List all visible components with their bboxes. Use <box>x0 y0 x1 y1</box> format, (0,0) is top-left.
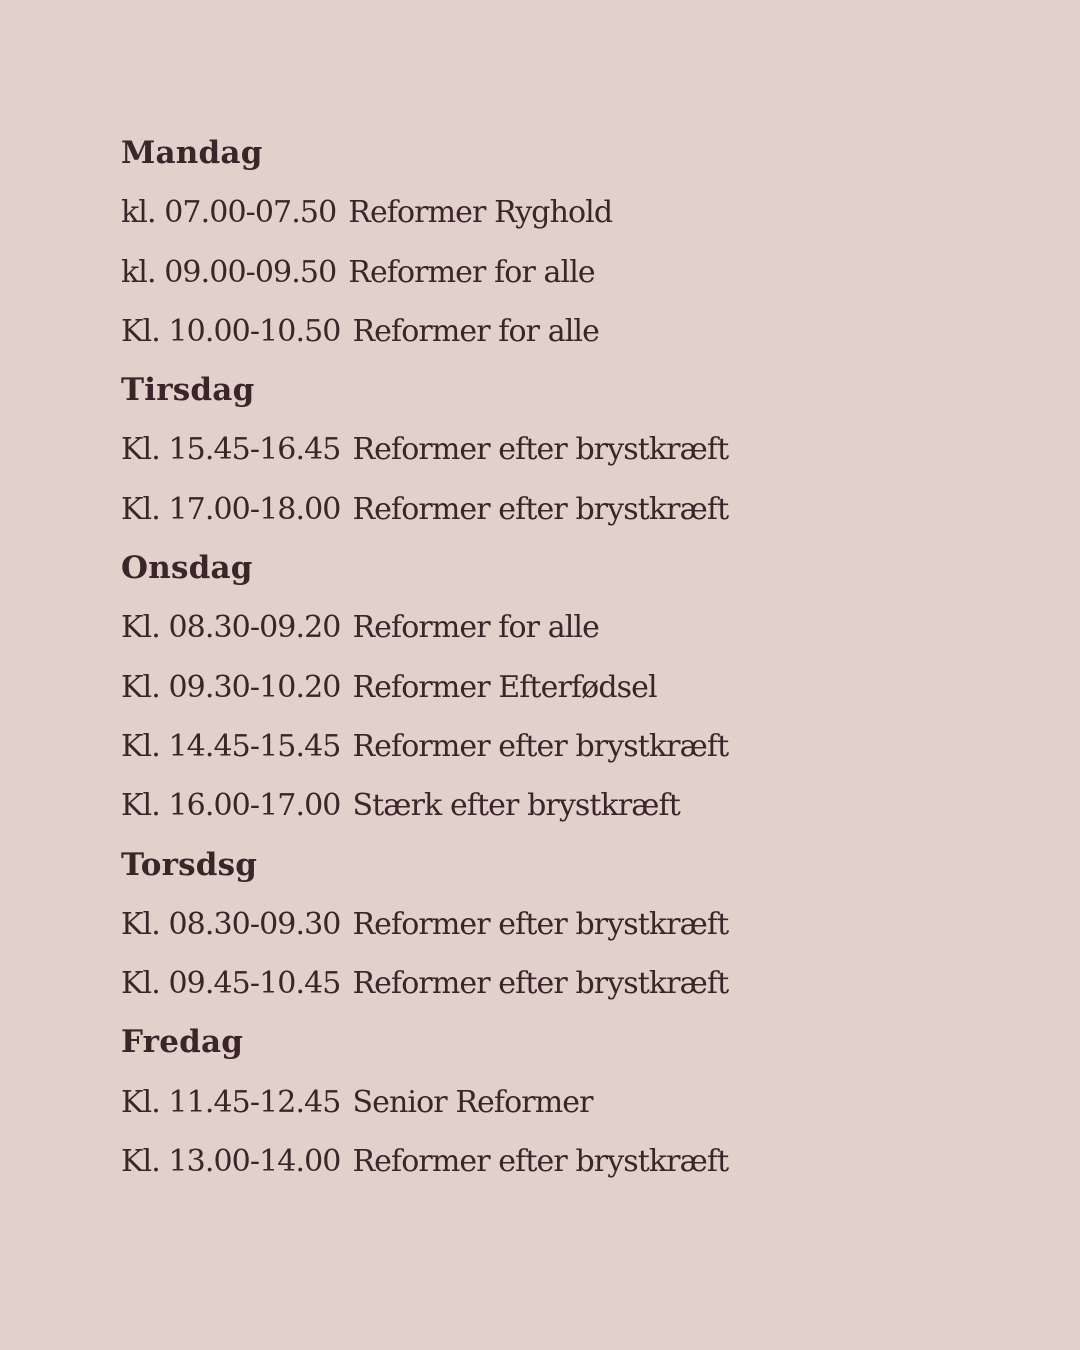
class-name: Reformer efter brystkræft <box>352 491 729 527</box>
time-range: Kl. 08.30-09.30 <box>121 906 341 942</box>
schedule-entry <box>121 183 1001 242</box>
time-range: Kl. 13.00-14.00 <box>121 1144 341 1180</box>
time-range: Kl. 16.00-17.00 <box>121 788 341 824</box>
time-range: Kl. 14.45-15.45 <box>121 728 341 764</box>
class-name: Reformer for alle <box>352 610 599 646</box>
schedule-entry <box>121 480 1001 539</box>
schedule-entry <box>121 658 1001 717</box>
time-range: Kl. 09.30-10.20 <box>121 669 341 705</box>
time-range: kl. 09.00-09.50 <box>121 254 337 290</box>
time-range: Kl. 17.00-18.00 <box>121 491 341 527</box>
class-name: Reformer efter brystkræft <box>352 1144 729 1180</box>
day-heading-torsdag: Torsdsg <box>121 846 258 883</box>
schedule-entry <box>121 420 1001 479</box>
class-name: Stærk efter brystkræft <box>352 788 680 824</box>
schedule-entry <box>121 954 1001 1013</box>
schedule-entry <box>121 598 1001 657</box>
class-name: Reformer Efterfødsel <box>352 669 657 705</box>
time-range: Kl. 11.45-12.45 <box>121 1084 341 1120</box>
class-name: Reformer for alle <box>348 254 595 290</box>
class-name: Reformer efter brystkræft <box>352 906 729 942</box>
day-heading-mandag: Mandag <box>121 135 263 171</box>
schedule-entry <box>121 1132 1001 1191</box>
class-name: Reformer Ryghold <box>348 195 613 231</box>
time-range: Kl. 09.45-10.45 <box>121 966 341 1002</box>
schedule-entry <box>121 717 1001 776</box>
class-name: Reformer efter brystkræft <box>352 432 729 468</box>
schedule-entry <box>121 895 1001 954</box>
class-name: Reformer efter brystkræft <box>352 728 729 764</box>
day-heading-onsdag: Onsdag <box>121 550 253 587</box>
time-range: Kl. 10.00-10.50 <box>121 313 341 349</box>
day-heading-fredag: Fredag <box>121 1024 244 1061</box>
schedule-entry <box>121 243 1001 302</box>
time-range: kl. 07.00-07.50 <box>121 195 337 231</box>
class-name: Reformer for alle <box>352 313 599 349</box>
weekly-schedule <box>121 124 1001 1191</box>
time-range: Kl. 15.45-16.45 <box>121 432 341 468</box>
class-name: Senior Reformer <box>352 1084 593 1120</box>
schedule-entry <box>121 776 1001 835</box>
day-heading-tirsdag: Tirsdag <box>121 372 255 409</box>
class-name: Reformer efter brystkræft <box>352 966 729 1002</box>
time-range: Kl. 08.30-09.20 <box>121 610 341 646</box>
schedule-entry <box>121 302 1001 361</box>
schedule-entry <box>121 1073 1001 1132</box>
